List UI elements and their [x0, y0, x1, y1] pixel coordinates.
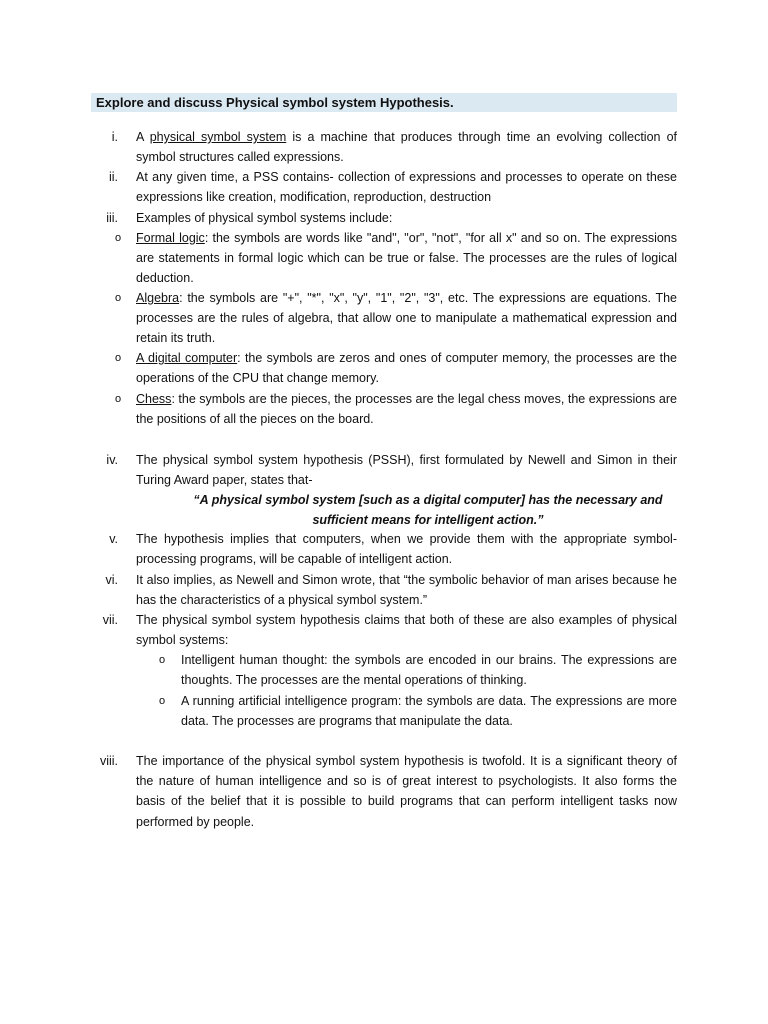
item-number-vi: vi.	[105, 573, 118, 587]
item-number-iv: iv.	[106, 453, 118, 467]
example-term: Algebra	[136, 291, 180, 305]
item-number-iii: iii.	[106, 211, 118, 225]
example-description: : the symbols are zeros and ones of computer memory, the processes are the operations of the CPU that change memory.	[136, 351, 677, 386]
item-i-rest: is a machine that produces through time an evolving collection of symbol structures called expressions.	[136, 130, 677, 165]
example-digital-computer	[136, 348, 677, 388]
bullet-marker: o	[114, 393, 122, 405]
item-number-v: v.	[109, 532, 118, 546]
example-term: Chess	[136, 392, 172, 406]
example-formal-logic	[136, 228, 677, 289]
item-number-ii: ii.	[108, 170, 118, 184]
example-term: A digital computer	[136, 351, 238, 365]
bullet-marker: o	[158, 654, 166, 666]
quote-line-2: sufficient means for intelligent action.”	[312, 513, 544, 527]
item-i-text	[136, 127, 677, 167]
bullet-marker: o	[114, 292, 122, 304]
example-description: : the symbols are words like "and", "or", "not", "for all x" and so on. The expressions are statements in formal logic which can be true or false. The processes are the rules of logical deduction.	[136, 231, 677, 286]
item-iii-text: Examples of physical symbol systems include:	[136, 211, 393, 225]
example-description: : the symbols are the pieces, the processes are the legal chess moves, the expressions are the positions of all the pieces on the board.	[136, 392, 677, 427]
item-number-i: i.	[111, 130, 118, 144]
bullet-marker: o	[114, 232, 122, 244]
example-term: Formal logic	[136, 231, 205, 245]
quote-line-1: “A physical symbol system [such as a digital computer] has the necessary and	[193, 493, 663, 507]
bullet-marker: o	[114, 352, 122, 364]
item-v-text: The hypothesis implies that computers, when we provide them with the appropriate symbol-processing programs, will be capable of intelligent action.	[136, 532, 677, 567]
system-ai-program: A running artificial intelligence program: the symbols are data. The expressions are more data. The processes are programs that manipulate the data.	[181, 694, 677, 729]
item-i-prefix: A	[136, 130, 150, 144]
bullet-marker: o	[158, 695, 166, 707]
example-algebra	[136, 288, 677, 349]
item-i-term: physical symbol system	[149, 130, 287, 144]
item-vii-text: The physical symbol system hypothesis claims that both of these are also examples of physical symbol systems:	[136, 613, 677, 648]
item-ii-text: At any given time, a PSS contains- collection of expressions and processes to operate on these expressions like creation, modification, reproduction, destruction	[136, 170, 677, 205]
item-viii-text: The importance of the physical symbol system hypothesis is twofold. It is a significant theory of the nature of human intelligence and so is of great interest to psychologists. It also forms the basis of the belief that it is possible to build programs that can perform intelligent tasks now performed by people.	[136, 754, 677, 829]
example-chess	[136, 389, 677, 429]
item-number-vii: vii.	[102, 613, 118, 627]
item-number-viii: viii.	[99, 754, 118, 768]
document-heading: Explore and discuss Physical symbol system Hypothesis.	[91, 93, 677, 112]
system-human-thought: Intelligent human thought: the symbols are encoded in our brains. The expressions are thoughts. The processes are the mental operations of thinking.	[181, 653, 677, 688]
example-description: : the symbols are "+", "*", "x", "y", "1", "2", "3", etc. The expressions are equations. The processes are the rules of algebra, that allow one to manipulate a mathematical expression and retain its truth.	[136, 291, 677, 346]
item-iv-text: The physical symbol system hypothesis (PSSH), first formulated by Newell and Simon in their Turing Award paper, states that-	[136, 453, 677, 488]
item-vi-text: It also implies, as Newell and Simon wrote, that “the symbolic behavior of man arises because he has the characteristics of a physical symbol system.”	[136, 573, 677, 608]
